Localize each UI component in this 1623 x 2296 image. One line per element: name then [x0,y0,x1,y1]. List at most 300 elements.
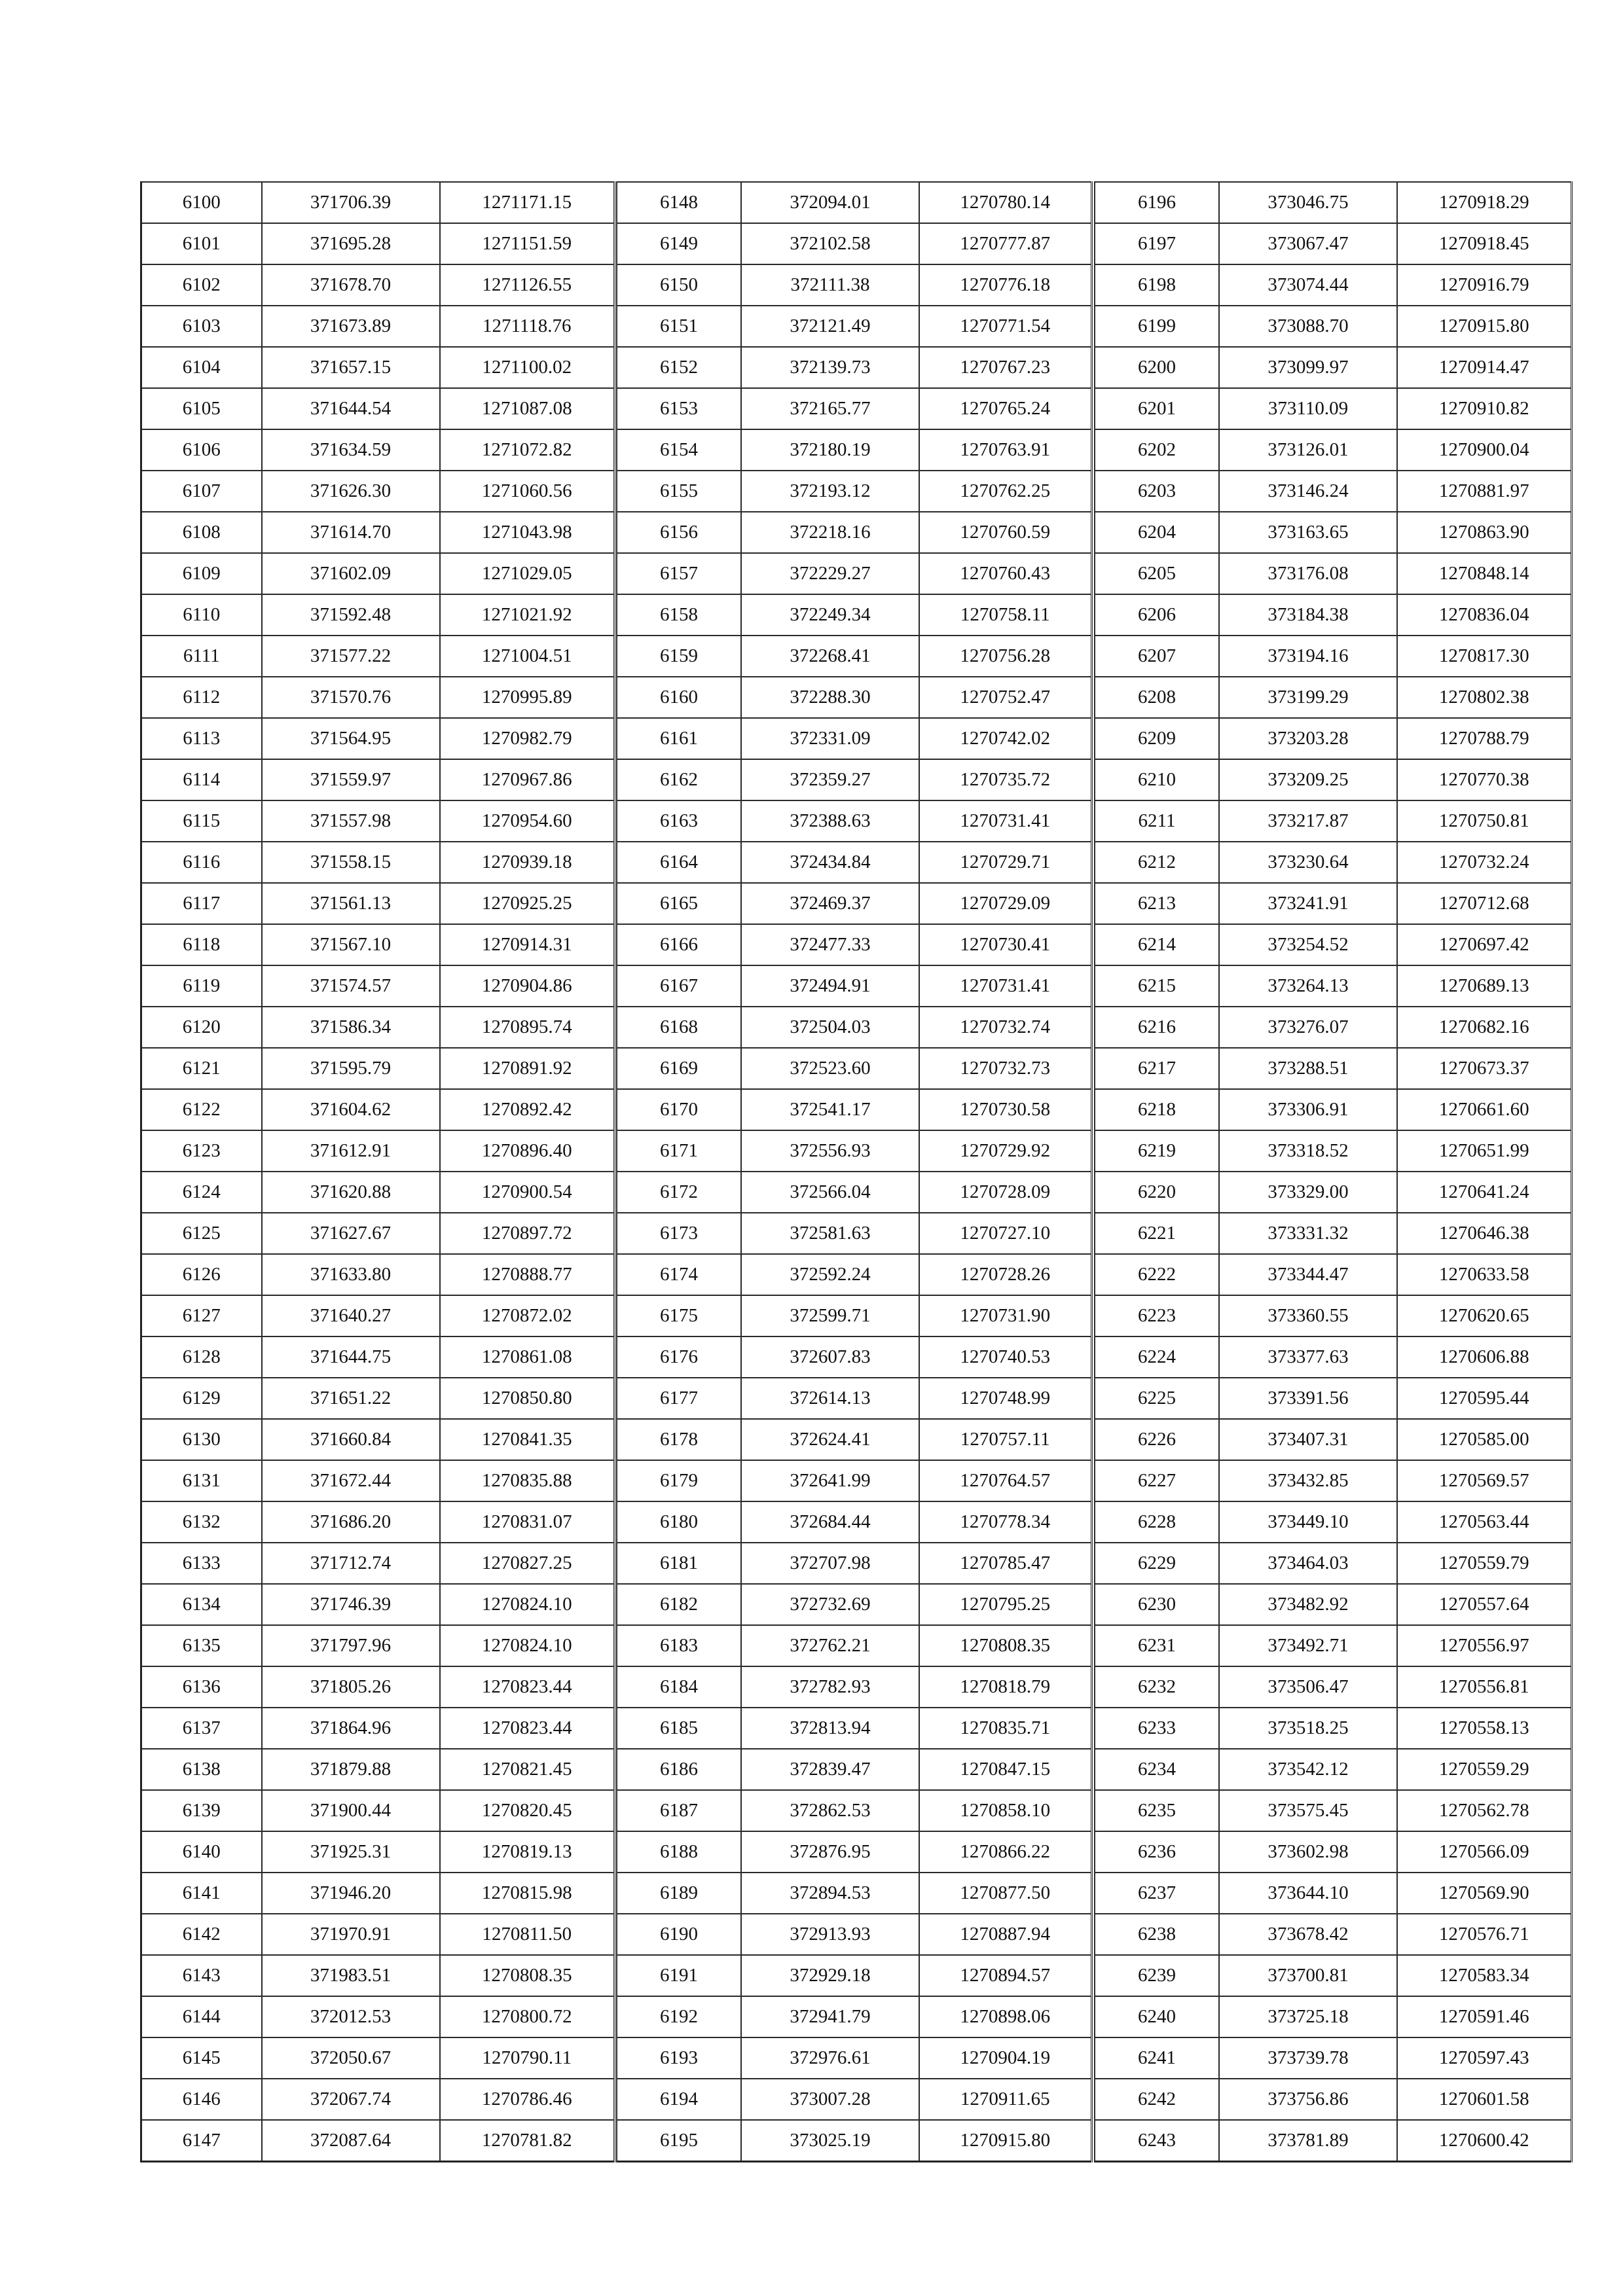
table-row [141,883,615,924]
x-coordinate-cell: 371983.51 [262,1955,440,1996]
table-row [141,182,615,223]
point-number-cell: 6150 [617,264,741,306]
x-coordinate-cell: 373700.81 [1219,1955,1397,1996]
x-coordinate-cell: 373288.51 [1219,1048,1397,1089]
x-coordinate-cell: 373329.00 [1219,1172,1397,1213]
x-coordinate-cell: 373146.24 [1219,471,1397,512]
point-number-cell: 6190 [617,1914,741,1955]
y-coordinate-cell: 1270827.25 [440,1543,615,1584]
x-coordinate-cell: 372218.16 [741,512,919,553]
table-row [141,1708,615,1749]
table-row [1095,1666,1571,1708]
table-row [617,1625,1091,1666]
point-number-cell: 6108 [141,512,262,553]
table-row [141,965,615,1007]
table-row [1095,553,1571,594]
table-row [141,1790,615,1831]
y-coordinate-cell: 1270732.74 [919,1007,1091,1048]
y-coordinate-cell: 1270904.86 [440,965,615,1007]
point-number-cell: 6164 [617,842,741,883]
point-number-cell: 6242 [1095,2079,1219,2120]
point-number-cell: 6237 [1095,1873,1219,1914]
y-coordinate-cell: 1270777.87 [919,223,1091,264]
y-coordinate-cell: 1270897.72 [440,1213,615,1254]
table-row [617,2079,1091,2120]
x-coordinate-cell: 372094.01 [741,182,919,223]
point-number-cell: 6171 [617,1130,741,1172]
x-coordinate-cell: 371925.31 [262,1831,440,1873]
point-number-cell: 6179 [617,1460,741,1501]
point-number-cell: 6132 [141,1501,262,1543]
x-coordinate-cell: 372268.41 [741,636,919,677]
y-coordinate-cell: 1270904.19 [919,2037,1091,2079]
x-coordinate-cell: 373184.38 [1219,594,1397,636]
x-coordinate-cell: 373194.16 [1219,636,1397,677]
y-coordinate-cell: 1270740.53 [919,1336,1091,1378]
point-number-cell: 6235 [1095,1790,1219,1831]
table-row [617,182,1091,223]
point-number-cell: 6151 [617,306,741,347]
table-row [141,1254,615,1295]
point-number-cell: 6112 [141,677,262,718]
point-number-cell: 6131 [141,1460,262,1501]
table-body [141,182,615,2162]
x-coordinate-cell: 373542.12 [1219,1749,1397,1790]
table-row [141,264,615,306]
table-row [141,429,615,471]
table-row [617,2037,1091,2079]
y-coordinate-cell: 1270591.46 [1397,1996,1571,2037]
x-coordinate-cell: 372894.53 [741,1873,919,1914]
point-number-cell: 6185 [617,1708,741,1749]
table-row [141,636,615,677]
table-row [617,388,1091,429]
y-coordinate-cell: 1270760.43 [919,553,1091,594]
y-coordinate-cell: 1270559.79 [1397,1543,1571,1584]
point-number-cell: 6168 [617,1007,741,1048]
x-coordinate-cell: 372469.37 [741,883,919,924]
point-number-cell: 6127 [141,1295,262,1336]
x-coordinate-cell: 372504.03 [741,1007,919,1048]
x-coordinate-cell: 371712.74 [262,1543,440,1584]
table-row [617,1295,1091,1336]
x-coordinate-cell: 372139.73 [741,347,919,388]
x-coordinate-cell: 373391.56 [1219,1378,1397,1419]
x-coordinate-cell: 371570.76 [262,677,440,718]
table-row [141,1831,615,1873]
point-number-cell: 6183 [617,1625,741,1666]
point-number-cell: 6140 [141,1831,262,1873]
table-row [617,1378,1091,1419]
x-coordinate-cell: 372581.63 [741,1213,919,1254]
y-coordinate-cell: 1270821.45 [440,1749,615,1790]
y-coordinate-cell: 1270661.60 [1397,1089,1571,1130]
x-coordinate-cell: 372556.93 [741,1130,919,1172]
x-coordinate-cell: 373725.18 [1219,1996,1397,2037]
point-number-cell: 6121 [141,1048,262,1089]
table-row [141,1007,615,1048]
table-row [617,347,1091,388]
x-coordinate-cell: 372762.21 [741,1625,919,1666]
x-coordinate-cell: 371559.97 [262,759,440,800]
point-number-cell: 6196 [1095,182,1219,223]
x-coordinate-cell: 372180.19 [741,429,919,471]
table-row [617,1254,1091,1295]
x-coordinate-cell: 372599.71 [741,1295,919,1336]
y-coordinate-cell: 1271043.98 [440,512,615,553]
point-number-cell: 6115 [141,800,262,842]
table-row [1095,347,1571,388]
point-number-cell: 6101 [141,223,262,264]
table-row [617,1790,1091,1831]
table-row [1095,182,1571,223]
x-coordinate-cell: 371706.39 [262,182,440,223]
x-coordinate-cell: 373176.08 [1219,553,1397,594]
point-number-cell: 6128 [141,1336,262,1378]
y-coordinate-cell: 1271072.82 [440,429,615,471]
point-number-cell: 6177 [617,1378,741,1419]
point-number-cell: 6212 [1095,842,1219,883]
point-number-cell: 6243 [1095,2120,1219,2162]
y-coordinate-cell: 1270771.54 [919,306,1091,347]
point-number-cell: 6117 [141,883,262,924]
y-coordinate-cell: 1270764.57 [919,1460,1091,1501]
x-coordinate-cell: 373074.44 [1219,264,1397,306]
point-number-cell: 6141 [141,1873,262,1914]
table-row [141,1666,615,1708]
x-coordinate-cell: 373506.47 [1219,1666,1397,1708]
x-coordinate-cell: 371660.84 [262,1419,440,1460]
x-coordinate-cell: 372813.94 [741,1708,919,1749]
y-coordinate-cell: 1270900.04 [1397,429,1571,471]
point-number-cell: 6166 [617,924,741,965]
table-row [1095,1914,1571,1955]
y-coordinate-cell: 1270818.79 [919,1666,1091,1708]
y-coordinate-cell: 1270911.65 [919,2079,1091,2120]
point-number-cell: 6175 [617,1295,741,1336]
x-coordinate-cell: 372707.98 [741,1543,919,1584]
y-coordinate-cell: 1270566.09 [1397,1831,1571,1873]
table-row [1095,429,1571,471]
table-row [617,636,1091,677]
table-row [617,883,1091,924]
point-number-cell: 6134 [141,1584,262,1625]
point-number-cell: 6114 [141,759,262,800]
x-coordinate-cell: 371567.10 [262,924,440,965]
y-coordinate-cell: 1270763.91 [919,429,1091,471]
point-number-cell: 6222 [1095,1254,1219,1295]
y-coordinate-cell: 1270757.11 [919,1419,1091,1460]
x-coordinate-cell: 371640.27 [262,1295,440,1336]
table-row [617,800,1091,842]
y-coordinate-cell: 1270808.35 [440,1955,615,1996]
y-coordinate-cell: 1270836.04 [1397,594,1571,636]
x-coordinate-cell: 373644.10 [1219,1873,1397,1914]
y-coordinate-cell: 1270748.99 [919,1378,1091,1419]
table-row [141,1584,615,1625]
table-row [1095,1790,1571,1831]
y-coordinate-cell: 1270790.11 [440,2037,615,2079]
point-number-cell: 6197 [1095,223,1219,264]
table-row [141,223,615,264]
x-coordinate-cell: 373407.31 [1219,1419,1397,1460]
x-coordinate-cell: 372684.44 [741,1501,919,1543]
x-coordinate-cell: 373254.52 [1219,924,1397,965]
point-number-cell: 6208 [1095,677,1219,718]
point-number-cell: 6178 [617,1419,741,1460]
point-number-cell: 6238 [1095,1914,1219,1955]
x-coordinate-cell: 371946.20 [262,1873,440,1914]
point-number-cell: 6162 [617,759,741,800]
y-coordinate-cell: 1270914.31 [440,924,615,965]
x-coordinate-cell: 371797.96 [262,1625,440,1666]
y-coordinate-cell: 1270756.28 [919,636,1091,677]
x-coordinate-cell: 371633.80 [262,1254,440,1295]
y-coordinate-cell: 1270887.94 [919,1914,1091,1955]
point-number-cell: 6152 [617,347,741,388]
y-coordinate-cell: 1270896.40 [440,1130,615,1172]
y-coordinate-cell: 1270891.92 [440,1048,615,1089]
table-row [617,1089,1091,1130]
y-coordinate-cell: 1270888.77 [440,1254,615,1295]
y-coordinate-cell: 1270866.22 [919,1831,1091,1873]
x-coordinate-cell: 372288.30 [741,677,919,718]
y-coordinate-cell: 1270682.16 [1397,1007,1571,1048]
y-coordinate-cell: 1271087.08 [440,388,615,429]
table-row [617,924,1091,965]
y-coordinate-cell: 1271118.76 [440,306,615,347]
table-row [1095,306,1571,347]
point-number-cell: 6229 [1095,1543,1219,1584]
x-coordinate-cell: 373318.52 [1219,1130,1397,1172]
point-number-cell: 6136 [141,1666,262,1708]
point-number-cell: 6100 [141,182,262,223]
table-row [1095,1336,1571,1378]
point-number-cell: 6227 [1095,1460,1219,1501]
x-coordinate-cell: 371678.70 [262,264,440,306]
point-number-cell: 6113 [141,718,262,759]
table-row [1095,512,1571,553]
table-row [617,471,1091,512]
table-row [1095,677,1571,718]
y-coordinate-cell: 1270967.86 [440,759,615,800]
x-coordinate-cell: 371864.96 [262,1708,440,1749]
table-row [617,512,1091,553]
y-coordinate-cell: 1270620.65 [1397,1295,1571,1336]
x-coordinate-cell: 373110.09 [1219,388,1397,429]
point-number-cell: 6213 [1095,883,1219,924]
point-number-cell: 6241 [1095,2037,1219,2079]
y-coordinate-cell: 1270641.24 [1397,1172,1571,1213]
x-coordinate-cell: 373046.75 [1219,182,1397,223]
y-coordinate-cell: 1270823.44 [440,1708,615,1749]
x-coordinate-cell: 373067.47 [1219,223,1397,264]
y-coordinate-cell: 1270576.71 [1397,1914,1571,1955]
point-number-cell: 6145 [141,2037,262,2079]
x-coordinate-cell: 371651.22 [262,1378,440,1419]
x-coordinate-cell: 372929.18 [741,1955,919,1996]
x-coordinate-cell: 372121.49 [741,306,919,347]
y-coordinate-cell: 1270730.58 [919,1089,1091,1130]
table-row [1095,1625,1571,1666]
table-row [617,1213,1091,1254]
x-coordinate-cell: 371577.22 [262,636,440,677]
point-number-cell: 6186 [617,1749,741,1790]
x-coordinate-cell: 373781.89 [1219,2120,1397,2162]
table-row [141,2037,615,2079]
table-row [1095,388,1571,429]
x-coordinate-cell: 372976.61 [741,2037,919,2079]
point-number-cell: 6160 [617,677,741,718]
point-number-cell: 6174 [617,1254,741,1295]
table-row [1095,1213,1571,1254]
y-coordinate-cell: 1270697.42 [1397,924,1571,965]
x-coordinate-cell: 372732.69 [741,1584,919,1625]
x-coordinate-cell: 371970.91 [262,1914,440,1955]
point-number-cell: 6181 [617,1543,741,1584]
y-coordinate-cell: 1270583.34 [1397,1955,1571,1996]
point-number-cell: 6189 [617,1873,741,1914]
y-coordinate-cell: 1270824.10 [440,1584,615,1625]
point-number-cell: 6106 [141,429,262,471]
point-number-cell: 6201 [1095,388,1219,429]
point-number-cell: 6193 [617,2037,741,2079]
point-number-cell: 6217 [1095,1048,1219,1089]
x-coordinate-cell: 373163.65 [1219,512,1397,553]
point-number-cell: 6109 [141,553,262,594]
table-row [1095,842,1571,883]
y-coordinate-cell: 1270595.44 [1397,1378,1571,1419]
y-coordinate-cell: 1270770.38 [1397,759,1571,800]
y-coordinate-cell: 1270673.37 [1397,1048,1571,1089]
y-coordinate-cell: 1270918.29 [1397,182,1571,223]
table-row [141,1089,615,1130]
table-body [1095,182,1571,2162]
x-coordinate-cell: 373377.63 [1219,1336,1397,1378]
y-coordinate-cell: 1270569.57 [1397,1460,1571,1501]
y-coordinate-cell: 1270728.09 [919,1172,1091,1213]
y-coordinate-cell: 1270729.71 [919,842,1091,883]
point-number-cell: 6184 [617,1666,741,1708]
x-coordinate-cell: 373344.47 [1219,1254,1397,1295]
x-coordinate-cell: 372541.17 [741,1089,919,1130]
point-number-cell: 6215 [1095,965,1219,1007]
table-row [1095,594,1571,636]
y-coordinate-cell: 1270600.42 [1397,2120,1571,2162]
y-coordinate-cell: 1270835.88 [440,1460,615,1501]
point-number-cell: 6165 [617,883,741,924]
x-coordinate-cell: 373099.97 [1219,347,1397,388]
table-row [1095,718,1571,759]
x-coordinate-cell: 371672.44 [262,1460,440,1501]
table-row [617,223,1091,264]
y-coordinate-cell: 1270847.15 [919,1749,1091,1790]
x-coordinate-cell: 371564.95 [262,718,440,759]
point-number-cell: 6236 [1095,1831,1219,1873]
y-coordinate-cell: 1270815.98 [440,1873,615,1914]
y-coordinate-cell: 1271060.56 [440,471,615,512]
x-coordinate-cell: 372607.83 [741,1336,919,1378]
y-coordinate-cell: 1270760.59 [919,512,1091,553]
y-coordinate-cell: 1271151.59 [440,223,615,264]
x-coordinate-cell: 372050.67 [262,2037,440,2079]
x-coordinate-cell: 371620.88 [262,1172,440,1213]
y-coordinate-cell: 1270750.81 [1397,800,1571,842]
y-coordinate-cell: 1270728.26 [919,1254,1091,1295]
y-coordinate-cell: 1270767.23 [919,347,1091,388]
table-row [1095,1130,1571,1172]
x-coordinate-cell: 373756.86 [1219,2079,1397,2120]
point-number-cell: 6123 [141,1130,262,1172]
point-number-cell: 6232 [1095,1666,1219,1708]
point-number-cell: 6205 [1095,553,1219,594]
point-number-cell: 6198 [1095,264,1219,306]
point-number-cell: 6210 [1095,759,1219,800]
point-number-cell: 6191 [617,1955,741,1996]
y-coordinate-cell: 1270762.25 [919,471,1091,512]
coordinate-table-block-2 [616,181,1093,2162]
y-coordinate-cell: 1270557.64 [1397,1584,1571,1625]
table-row [1095,636,1571,677]
y-coordinate-cell: 1270848.14 [1397,553,1571,594]
x-coordinate-cell: 372614.13 [741,1378,919,1419]
point-number-cell: 6158 [617,594,741,636]
table-row [617,1048,1091,1089]
y-coordinate-cell: 1271021.92 [440,594,615,636]
table-row [617,1460,1091,1501]
x-coordinate-cell: 373126.01 [1219,429,1397,471]
y-coordinate-cell: 1270915.80 [919,2120,1091,2162]
y-coordinate-cell: 1270732.24 [1397,842,1571,883]
y-coordinate-cell: 1270820.45 [440,1790,615,1831]
point-number-cell: 6204 [1095,512,1219,553]
point-number-cell: 6103 [141,306,262,347]
x-coordinate-cell: 371644.54 [262,388,440,429]
y-coordinate-cell: 1270563.44 [1397,1501,1571,1543]
table-row [141,1130,615,1172]
y-coordinate-cell: 1270982.79 [440,718,615,759]
point-number-cell: 6111 [141,636,262,677]
x-coordinate-cell: 373203.28 [1219,718,1397,759]
point-number-cell: 6157 [617,553,741,594]
table-row [1095,1955,1571,1996]
y-coordinate-cell: 1270585.00 [1397,1419,1571,1460]
table-row [617,1336,1091,1378]
y-coordinate-cell: 1270910.82 [1397,388,1571,429]
point-number-cell: 6224 [1095,1336,1219,1378]
y-coordinate-cell: 1270877.50 [919,1873,1091,1914]
x-coordinate-cell: 373575.45 [1219,1790,1397,1831]
y-coordinate-cell: 1270895.74 [440,1007,615,1048]
x-coordinate-cell: 371586.34 [262,1007,440,1048]
point-number-cell: 6240 [1095,1996,1219,2037]
x-coordinate-cell: 372862.53 [741,1790,919,1831]
table-row [141,1295,615,1336]
y-coordinate-cell: 1270819.13 [440,1831,615,1873]
y-coordinate-cell: 1270823.44 [440,1666,615,1708]
point-number-cell: 6176 [617,1336,741,1378]
y-coordinate-cell: 1270730.41 [919,924,1091,965]
x-coordinate-cell: 371604.62 [262,1089,440,1130]
point-number-cell: 6218 [1095,1089,1219,1130]
y-coordinate-cell: 1270758.11 [919,594,1091,636]
point-number-cell: 6129 [141,1378,262,1419]
table-row [141,1460,615,1501]
table-row [141,677,615,718]
table-row [141,1873,615,1914]
point-number-cell: 6172 [617,1172,741,1213]
y-coordinate-cell: 1270780.14 [919,182,1091,223]
